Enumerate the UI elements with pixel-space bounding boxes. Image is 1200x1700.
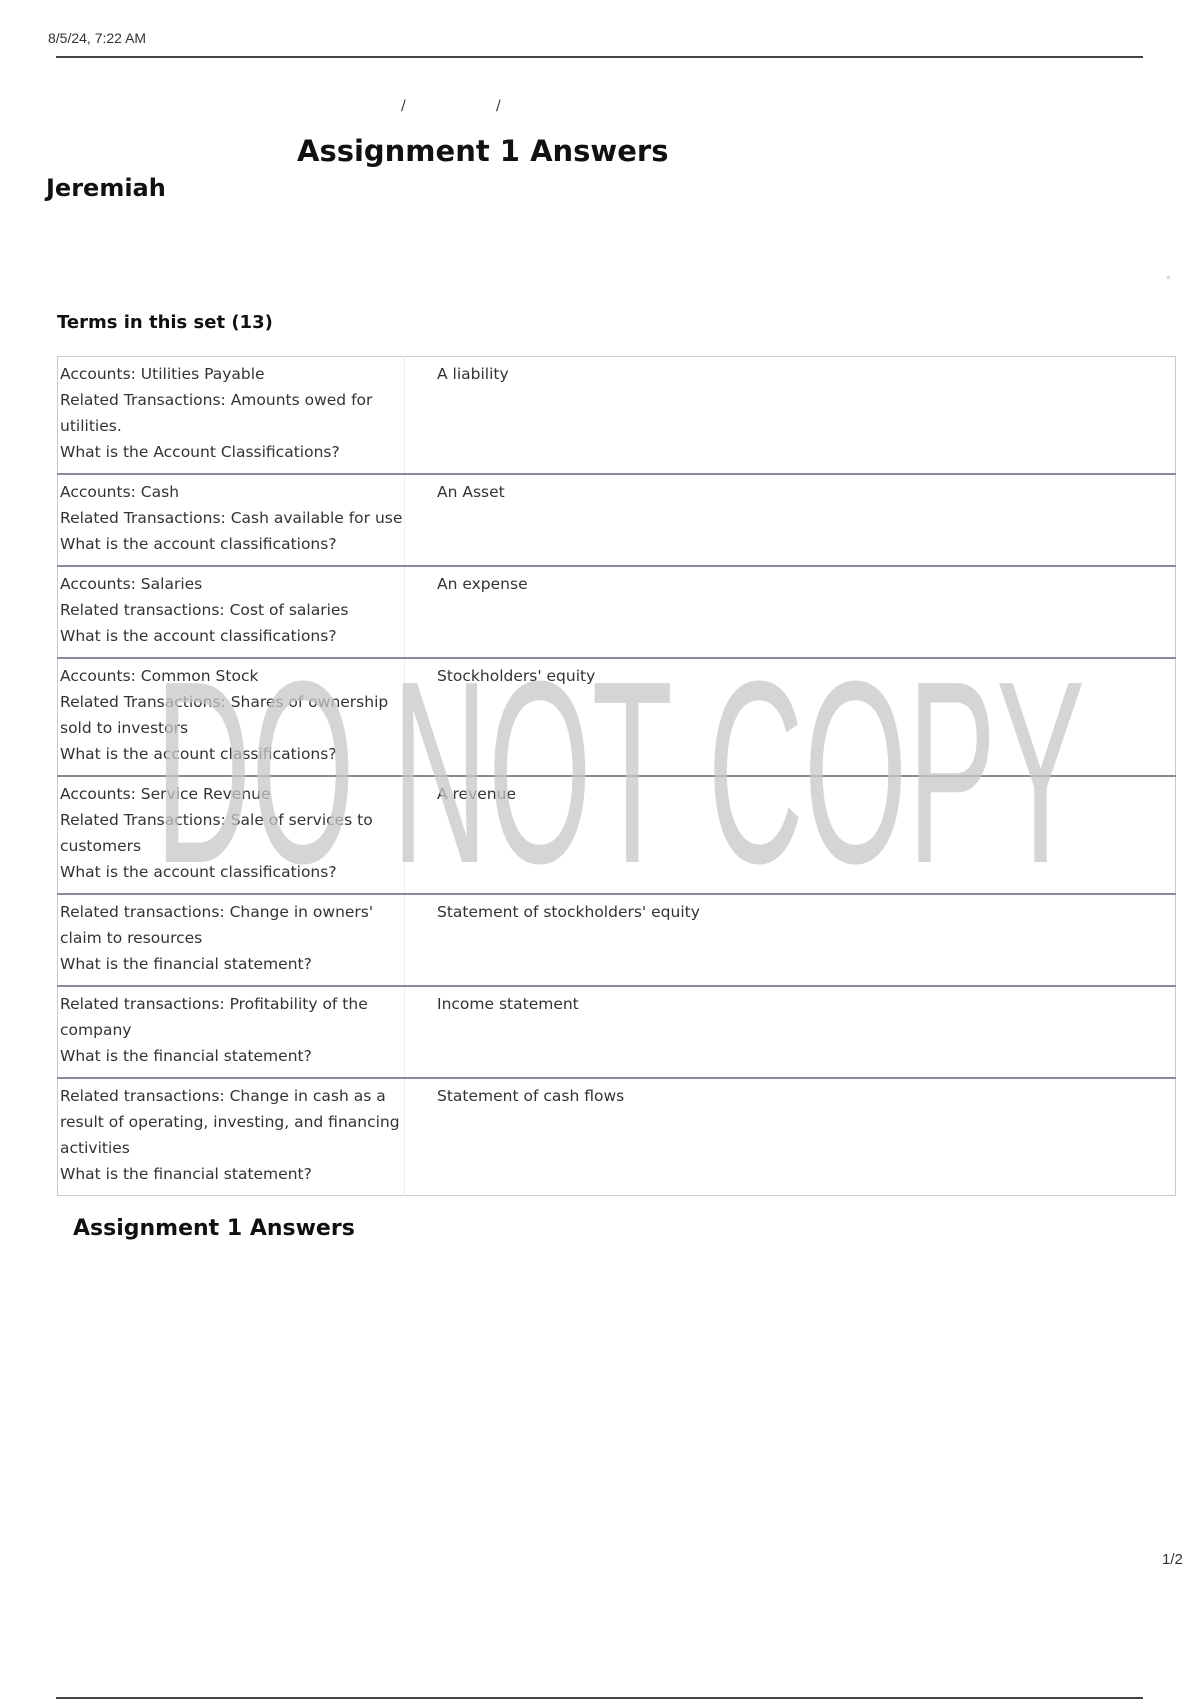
page-title: Assignment 1 Answers [297, 134, 669, 168]
term-text-line: activities [60, 1139, 130, 1157]
term-text-line: Accounts: Service Revenue [60, 785, 271, 803]
term-text-line: What is the account classifications? [60, 627, 337, 645]
term-text-line: What is the Account Classifications? [60, 443, 340, 461]
term-text-line: customers [60, 837, 142, 855]
terms-heading: Terms in this set (13) [57, 312, 273, 333]
term-cell [58, 474, 405, 566]
definition-cell: An expense [405, 566, 1176, 658]
decorative-dot [1167, 276, 1170, 279]
top-divider [56, 56, 1143, 58]
bottom-divider [56, 1697, 1143, 1699]
term-row [58, 658, 1176, 776]
breadcrumb-separator: / [401, 98, 406, 114]
term-row [58, 1078, 1176, 1196]
term-cell [58, 776, 405, 894]
breadcrumb-separator: / [496, 98, 501, 114]
term-cell [58, 986, 405, 1078]
terms-table [57, 356, 1176, 1196]
term-text-line: Related Transactions: Cash available for use [60, 509, 403, 527]
page-number: 1/2 [1162, 1551, 1183, 1568]
term-cell [58, 658, 405, 776]
term-row [58, 776, 1176, 894]
term-text-line: Accounts: Salaries [60, 575, 203, 593]
terms-table-body [58, 357, 1176, 1196]
term-text-line: Related transactions: Change in cash as a [60, 1087, 386, 1105]
term-text-line: Related Transactions: Sale of services to [60, 811, 373, 829]
term-text-line: What is the financial statement? [60, 955, 312, 973]
term-text-line: What is the account classifications? [60, 535, 337, 553]
definition-cell: An Asset [405, 474, 1176, 566]
term-row [58, 357, 1176, 475]
term-text-line: What is the financial statement? [60, 1165, 312, 1183]
term-row [58, 566, 1176, 658]
term-text-line: What is the account classifications? [60, 863, 337, 881]
term-text-line: Accounts: Common Stock [60, 667, 259, 685]
term-text-line: Related transactions: Cost of salaries [60, 601, 349, 619]
definition-cell: A revenue [405, 776, 1176, 894]
term-text-line: Related transactions: Profitability of the [60, 995, 368, 1013]
term-text-line: company [60, 1021, 132, 1039]
definition-cell: Statement of stockholders' equity [405, 894, 1176, 986]
print-timestamp: 8/5/24, 7:22 AM [48, 30, 147, 46]
term-text-line: Related Transactions: Amounts owed for [60, 391, 373, 409]
definition-cell: Stockholders' equity [405, 658, 1176, 776]
term-text-line: Accounts: Utilities Payable [60, 365, 265, 383]
term-text-line: claim to resources [60, 929, 203, 947]
term-text-line: Related transactions: Change in owners' [60, 903, 374, 921]
term-text-line: Accounts: Cash [60, 483, 180, 501]
term-cell [58, 894, 405, 986]
term-text-line: utilities. [60, 417, 122, 435]
term-text-line: result of operating, investing, and financing [60, 1113, 400, 1131]
watermark-text: DO NOT COPY [155, 640, 1085, 900]
definition-cell: A liability [405, 357, 1176, 475]
term-cell [58, 357, 405, 475]
term-text-line: Related Transactions: Shares of ownership [60, 693, 389, 711]
term-row [58, 986, 1176, 1078]
definition-cell: Statement of cash flows [437, 1087, 625, 1105]
author-name: Jeremiah [46, 174, 166, 202]
term-cell [58, 566, 405, 658]
footer-title: Assignment 1 Answers [73, 1216, 355, 1241]
definition-cell: Income statement [405, 986, 1176, 1078]
term-row [58, 894, 1176, 986]
term-row [58, 474, 1176, 566]
term-text-line: What is the account classifications? [60, 745, 337, 763]
term-cell [58, 1078, 405, 1196]
term-text-line: What is the financial statement? [60, 1047, 312, 1065]
term-text-line: sold to investors [60, 719, 189, 737]
